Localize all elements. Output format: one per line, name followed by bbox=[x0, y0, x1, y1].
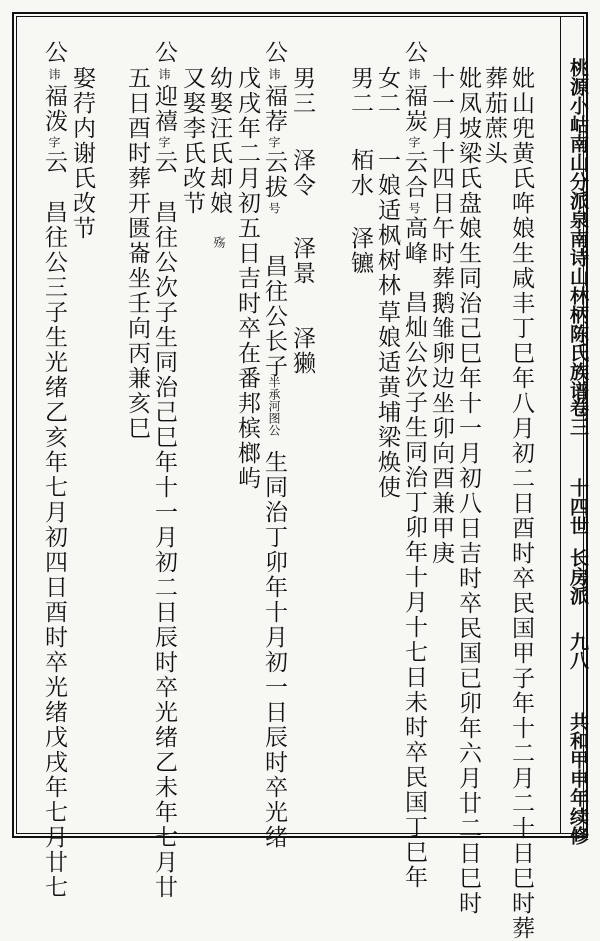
taboo-name-label: 讳 bbox=[407, 68, 421, 80]
courtesy-name-label: 字 bbox=[47, 136, 61, 148]
son-1: 栢水 bbox=[347, 148, 373, 198]
daughters-label: 女二 bbox=[374, 66, 400, 116]
text-column-4: 十一月十四日午时葬鹅雏卵边坐卯向酉兼甲庚 bbox=[428, 66, 454, 566]
daughter-2: 草娘适黄埔梁焕使 bbox=[374, 300, 400, 500]
courtesy-name: 云 bbox=[41, 150, 67, 175]
text-column-1: 妣山兜黄氏哖娘生咸丰丁巳年八月初二日酉时卒民国甲子年十二月二十日巳时葬 bbox=[508, 66, 534, 941]
courtesy-name-label: 字 bbox=[157, 136, 171, 148]
art-name-label: 号 bbox=[407, 202, 421, 214]
book-title: 桃源小岵南山分派泉南诗山林柄陈氏族谱 bbox=[567, 58, 589, 400]
son-3: 泽獭 bbox=[289, 326, 315, 376]
taboo-name-label: 讳 bbox=[47, 68, 61, 80]
art-name-label: 号 bbox=[267, 202, 281, 214]
branch-label: 长房派 bbox=[567, 548, 589, 605]
text-column-13: 五日酉时葬开匮崙坐壬向丙兼亥巳 bbox=[124, 66, 150, 441]
entry-marker: 公 bbox=[41, 40, 67, 65]
text-column-2: 葬茄蔗头 bbox=[481, 66, 507, 166]
text-column-11: 又娶李氏改节 bbox=[179, 66, 205, 216]
text-column-12: 幼娶汪氏却娘 bbox=[206, 66, 232, 216]
art-name: 高峰 bbox=[401, 216, 427, 266]
text-column-10-note: 半承河图公 bbox=[267, 376, 281, 436]
text-column-10-b: 生同治丁卯年十月初一日辰时卒光绪 bbox=[261, 450, 287, 850]
courtesy-name-label: 字 bbox=[267, 136, 281, 148]
courtesy-name: 云 bbox=[151, 150, 177, 175]
text-column-3: 妣凤坡梁氏盘娘生同治己巳年十一月初八日吉时卒民国已卯年六月廿二日巳时 bbox=[455, 66, 481, 916]
son-2: 泽景 bbox=[289, 236, 315, 286]
sons-label: 男二 bbox=[347, 66, 373, 116]
given-name: 福荐 bbox=[261, 84, 287, 134]
given-name: 福泼 bbox=[41, 84, 67, 134]
given-name: 福炭 bbox=[401, 84, 427, 134]
text-column-16: 昌往公三子生光绪乙亥年七月初四日酉时卒光绪戊戌年七月廿七 bbox=[41, 200, 67, 900]
given-name: 迎禧 bbox=[151, 84, 177, 134]
courtesy-name-label: 字 bbox=[407, 136, 421, 148]
text-column-14: 昌往公次子生同治己巳年十一月初二日辰时卒光绪乙未年七月廿 bbox=[151, 200, 177, 900]
entry-marker: 公 bbox=[151, 40, 177, 65]
courtesy-name: 云合 bbox=[401, 150, 427, 200]
text-column-15: 娶荇内谢氏改节 bbox=[69, 66, 95, 241]
text-column-10-a: 昌往公长子 bbox=[261, 254, 287, 379]
volume-label: 卷三 bbox=[567, 398, 589, 436]
text-column-5: 昌灿公次子生同治丁卯年十月十七日未时卒民国丁巳年 bbox=[401, 290, 427, 890]
text-column-12-note: 殇 bbox=[212, 236, 226, 248]
son-1: 泽令 bbox=[289, 148, 315, 198]
son-2: 泽镳 bbox=[347, 226, 373, 276]
text-column-9: 戊戌年二月初五日吉时卒在番邦槟榔屿 bbox=[234, 66, 260, 491]
header-separator bbox=[560, 16, 561, 834]
taboo-name-label: 讳 bbox=[157, 68, 171, 80]
sons-label: 男三 bbox=[289, 66, 315, 116]
entry-marker: 公 bbox=[261, 40, 287, 65]
edition-label: 共和甲申年续修 bbox=[567, 712, 589, 845]
daughter-1: 一娘适枫树林 bbox=[374, 148, 400, 298]
courtesy-name: 云拔 bbox=[261, 150, 287, 200]
generation-label: 十四世 bbox=[567, 478, 589, 535]
entry-marker: 公 bbox=[401, 40, 427, 65]
taboo-name-label: 讳 bbox=[267, 68, 281, 80]
page-number: 九八 bbox=[567, 632, 589, 670]
